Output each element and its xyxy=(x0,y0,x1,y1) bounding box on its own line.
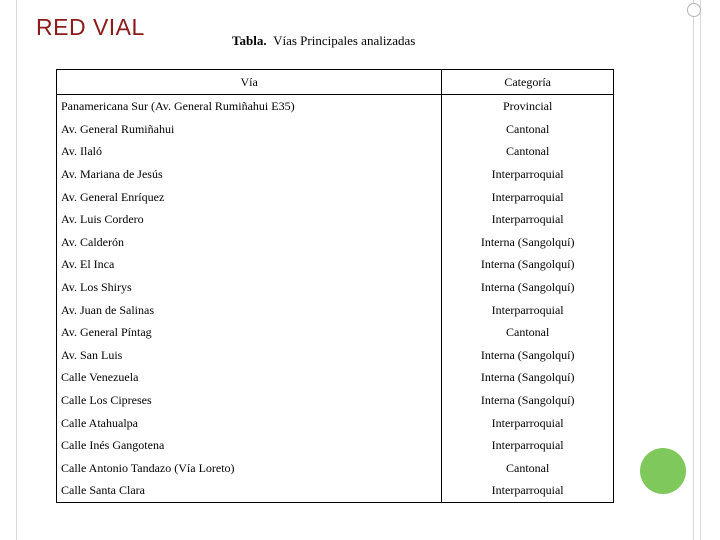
table-row xyxy=(57,479,614,502)
column-header-via: Vía xyxy=(57,70,442,95)
road-name-cell: Calle Antonio Tandazo (Vía Loreto) xyxy=(57,457,442,480)
frame-line-right-inner xyxy=(693,0,694,540)
table-caption xyxy=(232,33,415,49)
table-row xyxy=(57,344,614,367)
road-category-cell: Interna (Sangolquí) xyxy=(442,276,614,299)
table-body xyxy=(57,95,614,503)
road-category-cell: Interparroquial xyxy=(442,411,614,434)
road-name-cell: Calle Venezuela xyxy=(57,366,442,389)
road-name-cell: Av. El Inca xyxy=(57,253,442,276)
table-row xyxy=(57,411,614,434)
table-row xyxy=(57,118,614,141)
road-name-cell: Av. Juan de Salinas xyxy=(57,298,442,321)
decorative-circle-green xyxy=(640,448,686,494)
frame-line-left xyxy=(16,0,17,540)
road-category-cell: Interna (Sangolquí) xyxy=(442,344,614,367)
road-category-cell: Interparroquial xyxy=(442,163,614,186)
road-name-cell: Av. Ilaló xyxy=(57,140,442,163)
roads-table xyxy=(56,69,614,503)
caption-label: Tabla. xyxy=(232,33,267,48)
table-row xyxy=(57,163,614,186)
road-name-cell: Panamericana Sur (Av. General Rumiñahui E35) xyxy=(57,95,442,118)
road-category-cell: Interna (Sangolquí) xyxy=(442,231,614,254)
road-name-cell: Av. General Enríquez xyxy=(57,185,442,208)
decorative-circle-top xyxy=(687,3,701,17)
road-name-cell: Av. Mariana de Jesús xyxy=(57,163,442,186)
road-name-cell: Av. Los Shirys xyxy=(57,276,442,299)
road-category-cell: Cantonal xyxy=(442,118,614,141)
table-row xyxy=(57,253,614,276)
table-row xyxy=(57,457,614,480)
table-row xyxy=(57,366,614,389)
road-name-cell: Av. San Luis xyxy=(57,344,442,367)
column-header-categoria: Categoría xyxy=(442,70,614,95)
road-name-cell: Calle Los Cipreses xyxy=(57,389,442,412)
road-name-cell: Av. General Píntag xyxy=(57,321,442,344)
road-category-cell: Interparroquial xyxy=(442,434,614,457)
road-category-cell: Interparroquial xyxy=(442,479,614,502)
slide-title: RED VIAL xyxy=(36,14,145,40)
road-category-cell: Cantonal xyxy=(442,321,614,344)
table-row xyxy=(57,389,614,412)
road-category-cell: Interna (Sangolquí) xyxy=(442,253,614,276)
road-name-cell: Av. Calderón xyxy=(57,231,442,254)
road-name-cell: Calle Santa Clara xyxy=(57,479,442,502)
table-row xyxy=(57,95,614,118)
road-category-cell: Interna (Sangolquí) xyxy=(442,389,614,412)
table-row xyxy=(57,298,614,321)
road-name-cell: Av. General Rumiñahui xyxy=(57,118,442,141)
table-row xyxy=(57,231,614,254)
table-row xyxy=(57,321,614,344)
frame-line-right-outer xyxy=(700,0,701,540)
table-row xyxy=(57,434,614,457)
road-name-cell: Calle Inés Gangotena xyxy=(57,434,442,457)
road-category-cell: Provincial xyxy=(442,95,614,118)
road-category-cell: Interparroquial xyxy=(442,298,614,321)
caption-text: Vías Principales analizadas xyxy=(273,33,416,48)
road-category-cell: Interparroquial xyxy=(442,185,614,208)
table-row xyxy=(57,140,614,163)
road-name-cell: Calle Atahualpa xyxy=(57,411,442,434)
table-row xyxy=(57,208,614,231)
road-category-cell: Cantonal xyxy=(442,140,614,163)
road-category-cell: Cantonal xyxy=(442,457,614,480)
road-category-cell: Interparroquial xyxy=(442,208,614,231)
table-row xyxy=(57,185,614,208)
road-name-cell: Av. Luis Cordero xyxy=(57,208,442,231)
table-row xyxy=(57,276,614,299)
table-header-row xyxy=(57,70,614,95)
road-category-cell: Interna (Sangolquí) xyxy=(442,366,614,389)
